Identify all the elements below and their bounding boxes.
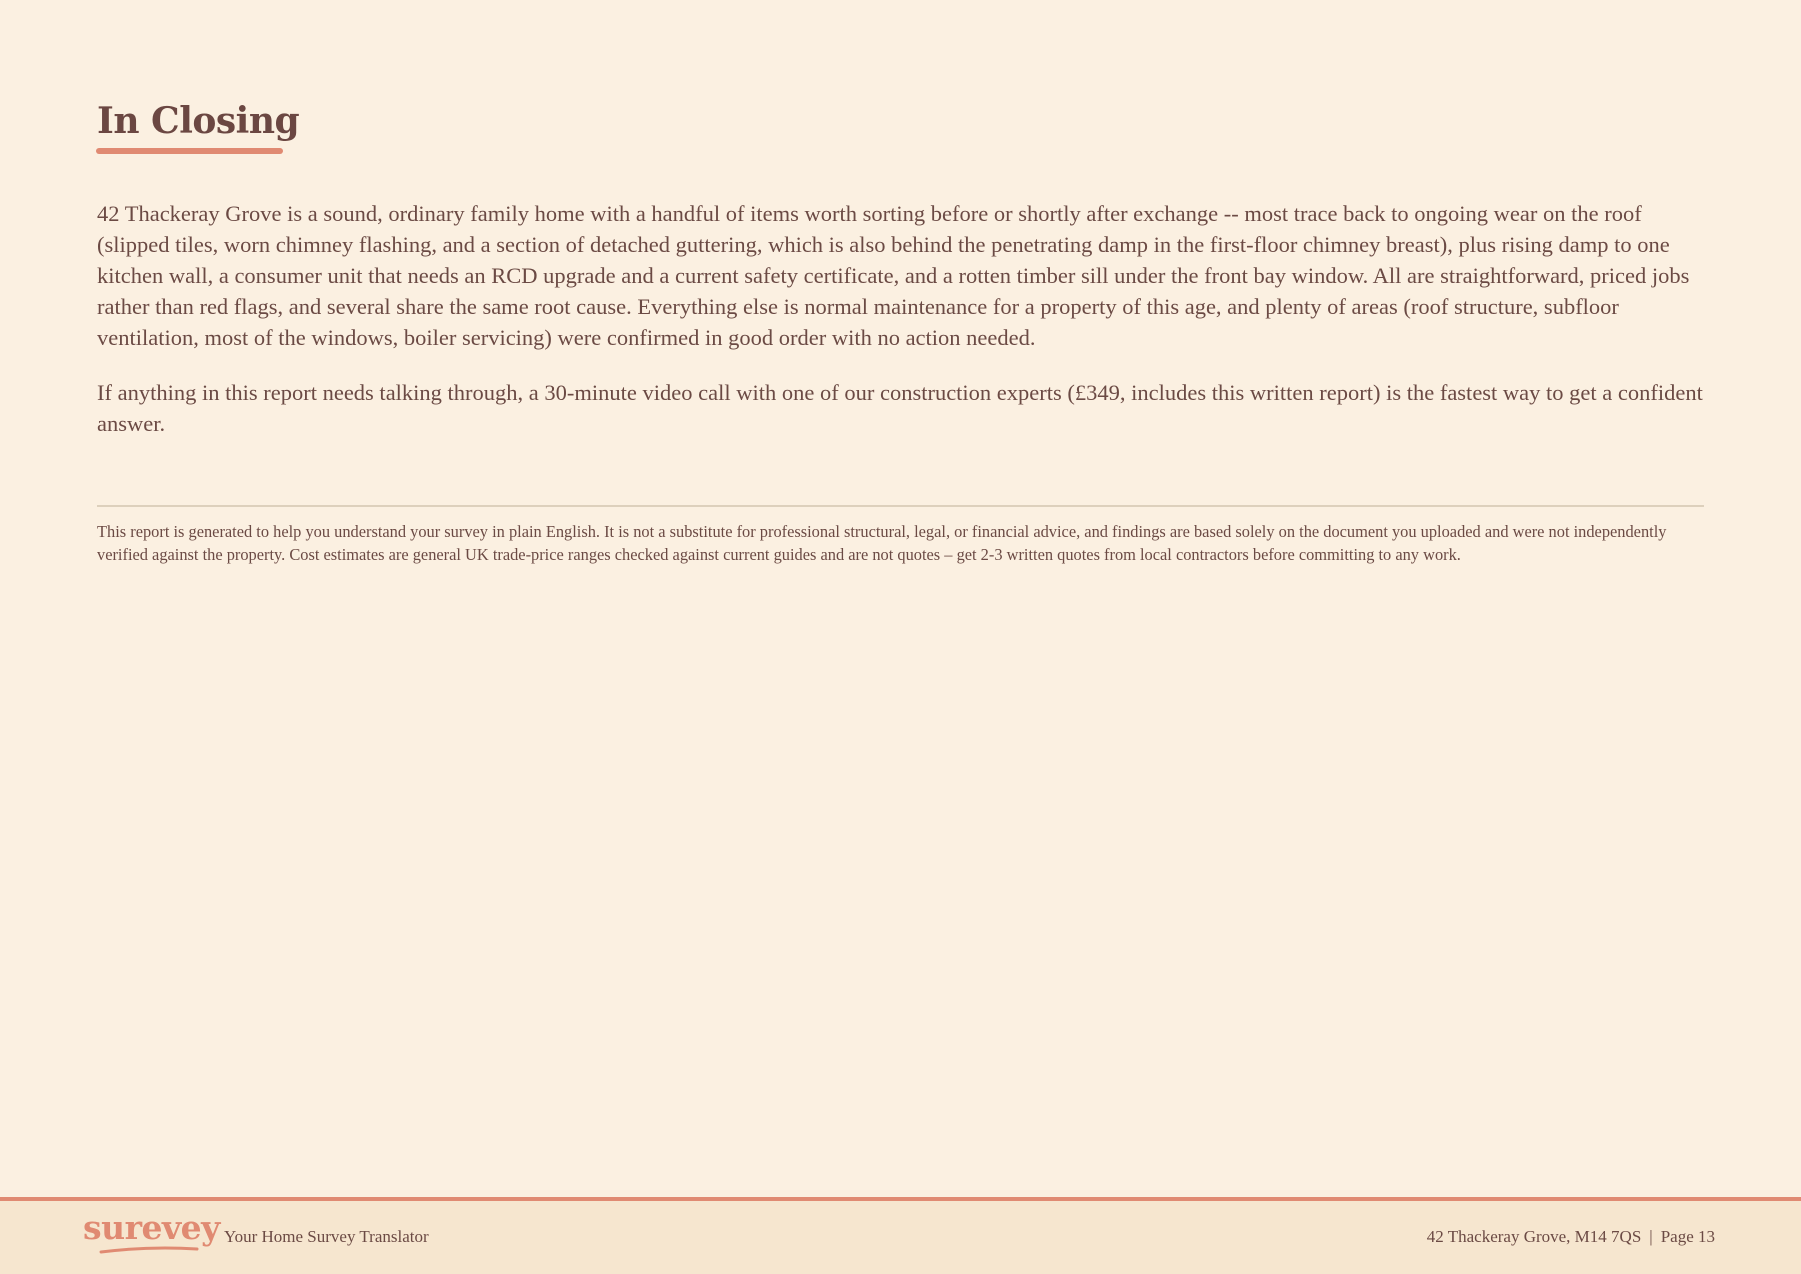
heading-underline <box>96 148 283 154</box>
divider <box>97 505 1704 507</box>
disclaimer-text: This report is generated to help you understand your survey in plain English. It is not a substitute for professional structural, legal, or financial advice, and findings are based solely on the document you uploaded and were not independently verified against the property. Cost estimates are general UK trade-price ranges checked against current guides and are not quotes – get 2-3 written quotes from local contractors before committing to any work. <box>97 522 1667 564</box>
page-number: Page 13 <box>1660 1227 1715 1246</box>
section-heading: In Closing <box>97 100 300 142</box>
footer-tagline: Your Home Survey Translator <box>224 1227 429 1246</box>
page-footer <box>0 1197 1801 1274</box>
section-heading-wrap <box>97 96 299 154</box>
call-to-action-paragraph: If anything in this report needs talking through, a 30-minute video call with one of our construction experts (£349, includes this written report) is the fastest way to get a confident answer. <box>97 380 1703 436</box>
summary-paragraph: 42 Thackeray Grove is a sound, ordinary family home with a handful of items worth sorting before or shortly after exchange -- most trace back to ongoing wear on the roof (slipped tiles, worn chimney flashing, and a section of detached guttering, which is also behind the penetrating damp in the first-floor chimney breast), plus rising damp to one kitchen wall, a consumer unit that needs an RCD upgrade and a current safety certificate, and a rotten timber sill under the front bay window. All are straightforward, priced jobs rather than red flags, and several share the same root cause. Everything else is normal maintenance for a property of this age, and plenty of areas (roof structure, subfloor ventilation, most of the windows, boiler servicing) were confirmed in good order with no action needed. <box>97 201 1690 350</box>
footer-page-info <box>1427 1226 1715 1248</box>
main-content <box>97 96 1704 566</box>
logo-wordmark: surevey <box>83 1208 220 1247</box>
footer-separator: | <box>1649 1227 1653 1246</box>
brand-logo <box>83 1208 220 1253</box>
logo-swoosh-icon <box>99 1245 199 1255</box>
footer-address: 42 Thackeray Grove, M14 7QS <box>1426 1227 1642 1246</box>
